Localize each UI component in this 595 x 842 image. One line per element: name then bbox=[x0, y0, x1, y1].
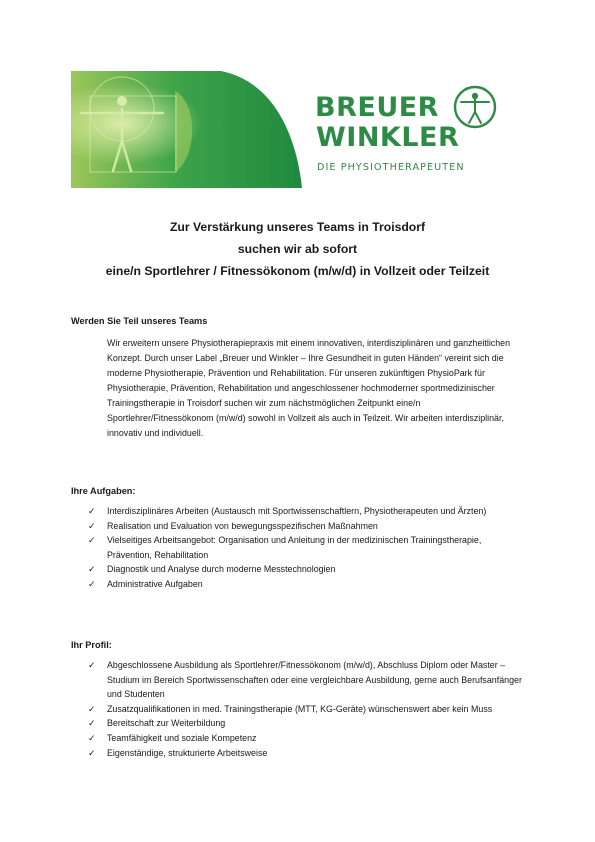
brand-logo bbox=[315, 84, 500, 176]
list-item-text: Eigenständige, strukturierte Arbeitsweise bbox=[107, 747, 268, 758]
headline bbox=[60, 216, 535, 282]
list-item bbox=[88, 746, 528, 761]
check-icon: ✓ bbox=[88, 732, 96, 743]
list-item-text: Abgeschlossene Ausbildung als Sportlehrer/Fitnessökonom (m/w/d), Abschluss Diplom oder Master – Studium im Bereich Sportwissenschaften oder eine vergleichbare Ausbildung, gerne auch Berufsanfänger und Studenten bbox=[107, 660, 522, 700]
check-icon: ✓ bbox=[88, 660, 96, 670]
intro-title: Werden Sie Teil unseres Teams bbox=[71, 316, 208, 326]
list-item bbox=[88, 533, 528, 562]
list-item bbox=[88, 731, 528, 746]
headline-line-3: eine/n Sportlehrer / Fitnessökonom (m/w/d) in Vollzeit oder Teilzeit bbox=[105, 264, 490, 278]
check-icon: ✓ bbox=[88, 703, 96, 714]
list-item bbox=[88, 519, 528, 534]
list-item bbox=[88, 504, 528, 519]
list-item-text: Teamfähigkeit und soziale Kompetenz bbox=[107, 732, 257, 743]
intro-paragraph: Wir erweitern unsere Physiotherapiepraxis mit einem innovativen, interdisziplinären und ganzheitlichen Konzept. Durch unser Label „Breuer und Winkler – Ihre Gesundheit in guten Händen“ vereint sich die moderne Physiotherapie, Prävention und Rehabilitation. Für unseren zukünftigen PhysioPark für Physiotherapie, Prävention, Rehabilitation und angeschlossener hochmoderner sportmedizinischer Trainingstherapie in Troisdorf suchen wir zum nächstmöglichen Zeitpunkt eine/n Sportlehrer/Fitnessökonom (m/w/d) sowohl in Vollzeit als auch in Teilzeit. Wir arbeiten interdisziplinär, innovativ und individuell. bbox=[107, 338, 511, 438]
aufgaben-title: Ihre Aufgaben: bbox=[71, 486, 136, 496]
headline-line-2: suchen wir ab sofort bbox=[237, 242, 358, 256]
aufgaben-list bbox=[88, 504, 528, 592]
header-banner bbox=[71, 71, 302, 188]
list-item bbox=[88, 562, 528, 577]
list-item-text: Administrative Aufgaben bbox=[107, 578, 203, 589]
list-item bbox=[88, 702, 528, 717]
list-item bbox=[88, 658, 528, 702]
logo-breuer-text: BREUER bbox=[315, 92, 439, 123]
check-icon: ✓ bbox=[88, 564, 96, 575]
logo-winkler-text: WINKLER bbox=[316, 122, 460, 153]
check-icon: ✓ bbox=[88, 747, 96, 758]
profil-title: Ihr Profil: bbox=[71, 640, 112, 650]
vitruvian-man-icon bbox=[452, 84, 498, 130]
check-icon: ✓ bbox=[88, 578, 96, 589]
check-icon: ✓ bbox=[88, 520, 96, 531]
list-item-text: Bereitschaft zur Weiterbildung bbox=[107, 718, 226, 729]
list-item bbox=[88, 716, 528, 731]
list-item-text: Interdisziplinäres Arbeiten (Austausch mit Sportwissenschaftlern, Physiotherapeuten und Ärzten) bbox=[107, 506, 487, 516]
headline-line-1: Zur Verstärkung unseres Teams in Troisdorf bbox=[169, 220, 426, 234]
check-icon: ✓ bbox=[88, 535, 96, 546]
list-item bbox=[88, 577, 528, 592]
profil-list bbox=[88, 658, 528, 760]
check-icon: ✓ bbox=[88, 506, 96, 516]
logo-tagline: DIE PHYSIOTHERAPEUTEN bbox=[317, 162, 465, 173]
check-icon: ✓ bbox=[88, 718, 96, 729]
list-item-text: Realisation und Evaluation von bewegungsspezifischen Maßnahmen bbox=[107, 520, 378, 531]
list-item-text: Diagnostik und Analyse durch moderne Messtechnologien bbox=[107, 564, 336, 575]
list-item-text: Vielseitiges Arbeitsangebot: Organisation und Anleitung in der medizinischen Trainingstherapie, Prävention, Rehabilitation bbox=[107, 535, 482, 560]
list-item-text: Zusatzqualifikationen in med. Trainingstherapie (MTT, KG-Geräte) wünschenswert aber kein Muss bbox=[107, 703, 493, 714]
